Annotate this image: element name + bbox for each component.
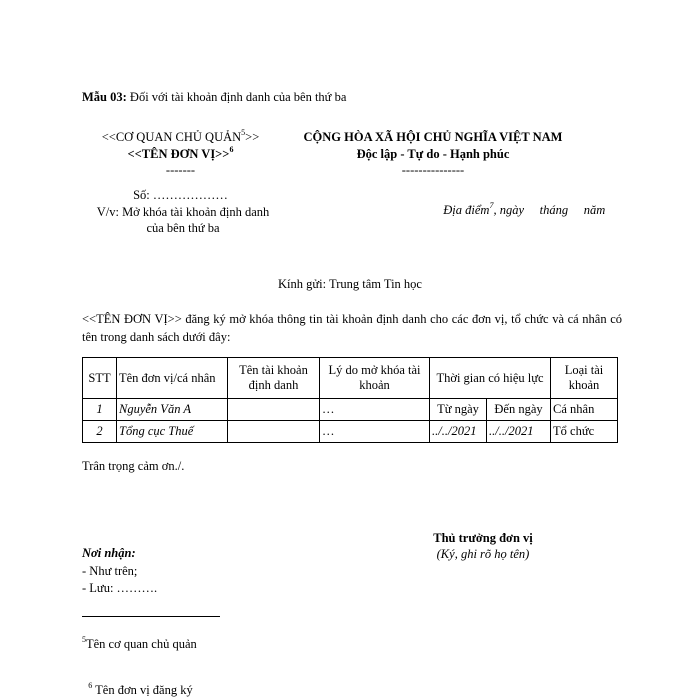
agency-text: <<CƠ QUAN CHỦ QUẢN	[101, 130, 242, 144]
row-from: Từ ngày	[430, 399, 487, 421]
signature-title: Thủ trưởng đơn vị	[433, 531, 533, 545]
closing-text: Trân trọng cảm ơn./.	[82, 459, 185, 473]
date-text: , ngày tháng năm	[493, 203, 606, 217]
row-stt: 1	[83, 399, 117, 421]
agency-name	[93, 130, 268, 145]
table-row	[83, 399, 618, 421]
row-type: Cá nhân	[551, 399, 618, 421]
row-unit: Nguyễn Văn A	[117, 399, 228, 421]
form-number: Mẫu 03:	[82, 90, 127, 104]
row-unit: Tổng cục Thuế	[117, 421, 228, 443]
row-to: ../../2021	[487, 421, 551, 443]
header-type: Loại tài khoản	[551, 358, 618, 399]
footnote-text: Tên đơn vị đăng ký	[92, 683, 193, 697]
agency-close: >>	[245, 130, 260, 144]
unit-name	[93, 147, 268, 162]
country-name: CỘNG HÒA XÃ HỘI CHỦ NGHĨA VIỆT NAM	[303, 130, 563, 144]
footnote-number: 6	[88, 681, 93, 690]
row-account	[228, 399, 320, 421]
signature-note: (Ký, ghi rõ họ tên)	[436, 547, 530, 561]
subject-line-1: V/v: Mở khóa tài khoản định danh	[96, 205, 270, 219]
right-dashes: ---------------	[401, 163, 465, 177]
form-description: Đối với tài khoản định danh của bên thứ ba	[126, 90, 347, 104]
left-dashes: -------	[165, 163, 196, 177]
unit-footnote-ref: 6	[229, 145, 234, 154]
header-reason: Lý do mở khóa tài khoản	[320, 358, 430, 399]
form-title	[82, 90, 346, 105]
footnote-divider	[82, 616, 220, 617]
recipients-label: Nơi nhận:	[82, 546, 136, 560]
table-row	[83, 421, 618, 443]
header-validity: Thời gian có hiệu lực	[430, 358, 551, 399]
unlock-account-table	[82, 357, 618, 443]
row-stt: 2	[83, 421, 117, 443]
subject-line-2: của bên thứ ba	[146, 221, 220, 235]
row-to: Đến ngày	[487, 399, 551, 421]
footnote-5	[82, 637, 197, 652]
agency-footnote-ref: 5	[241, 128, 246, 137]
header-unit: Tên đơn vị/cá nhân	[117, 358, 228, 399]
row-from: ../../2021	[430, 421, 487, 443]
footnote-6	[82, 668, 193, 698]
header-stt: STT	[83, 358, 117, 399]
place-date	[437, 188, 605, 218]
row-reason: …	[320, 421, 430, 443]
footnote-text: Tên cơ quan chủ quản	[86, 637, 197, 651]
table-header-row	[83, 358, 618, 399]
place-text: Địa điểm	[443, 203, 490, 217]
row-type: Tổ chức	[551, 421, 618, 443]
unit-text: <<TÊN ĐƠN VỊ>>	[127, 147, 230, 161]
row-reason: …	[320, 399, 430, 421]
national-motto: Độc lập - Tự do - Hạnh phúc	[356, 147, 510, 161]
recipients-line-1: - Như trên;	[82, 564, 138, 578]
row-account	[228, 421, 320, 443]
header-account: Tên tài khoản định danh	[228, 358, 320, 399]
recipients-line-2: - Lưu: ……….	[82, 581, 158, 595]
footnote-number: 5	[82, 635, 86, 644]
place-footnote-ref: 7	[489, 201, 494, 210]
recipient-line: Kính gửi: Trung tâm Tin học	[278, 277, 422, 291]
document-number: Số: ………………	[133, 188, 228, 202]
intro-paragraph: <<TÊN ĐƠN VỊ>> đăng ký mở khóa thông tin tài khoản định danh cho các đơn vị, tổ chức và cá nhân có tên trong danh sách dưới đây:	[82, 312, 622, 344]
